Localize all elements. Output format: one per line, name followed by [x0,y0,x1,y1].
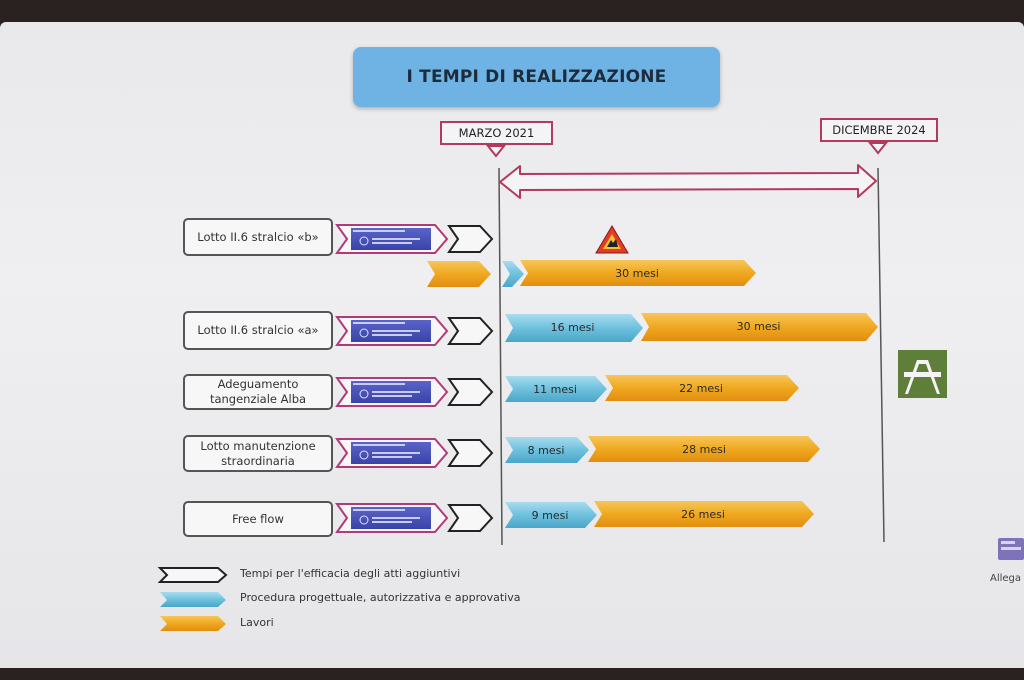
lotto-b-prework-orange-chevron [427,261,491,287]
legend-outline-chevron [160,568,226,582]
manutenzione-procedure-duration: 8 mesi [527,443,565,457]
end-date-label: DICEMBRE 2024 [820,118,938,142]
footer-label: Allega [990,573,1022,584]
start-date-line [499,168,502,545]
lotto-a-works-duration: 30 mesi [736,319,781,333]
end-date-pointer [870,143,886,153]
lotto-b-works-duration: 30 mesi [615,266,659,280]
row-label-free-flow: Free flow [183,501,333,537]
free-flow-procedure-duration: 9 mesi [531,508,569,522]
tangenziale-works-duration: 22 mesi [679,381,723,395]
lotto-a-procedure-document-arrow [337,317,447,345]
row-label-lotto-b: Lotto II.6 stralcio «b» [183,218,333,256]
row-label-tangenziale: Adeguamento tangenziale Alba [183,374,333,410]
tangenziale-procedure-document-arrow [337,378,447,406]
warning-sign-icon [596,226,628,253]
free-flow-works-duration: 26 mesi [681,507,725,521]
start-date-label: MARZO 2021 [440,121,553,145]
lotto-b-efficacy-chevron [449,226,492,252]
highway-icon [898,350,947,398]
legend-label-works: Lavori [240,616,274,629]
row-label-lotto-a: Lotto II.6 stralcio «a» [183,311,333,350]
legend-label-efficacy: Tempi per l'efficacia degli atti aggiuntivi [240,567,461,580]
lotto-a-efficacy-chevron [449,318,492,344]
legend-label-procedure: Procedura progettuale, autorizzativa e approvativa [240,591,521,604]
legend-procedure-swatch [160,592,226,607]
free-flow-efficacy-chevron [449,505,492,531]
free-flow-procedure-document-arrow [337,504,447,532]
lotto-b-procedure-document-arrow [337,225,447,253]
lotto-a-procedure-duration: 16 mesi [550,320,595,334]
end-date-line [878,168,884,542]
start-date-pointer [488,146,504,156]
manutenzione-works-duration: 28 mesi [682,442,726,456]
tangenziale-efficacy-chevron [449,379,492,405]
total-span-arrow [500,165,876,198]
manutenzione-efficacy-chevron [449,440,492,466]
row-label-manutenzione: Lotto manutenzione straordinaria [183,435,333,472]
legend-works-swatch [160,616,226,631]
document-icon [998,538,1024,560]
tangenziale-procedure-duration: 11 mesi [533,382,577,396]
manutenzione-procedure-document-arrow [337,439,447,467]
slide-title: I TEMPI DI REALIZZAZIONE [353,47,720,107]
